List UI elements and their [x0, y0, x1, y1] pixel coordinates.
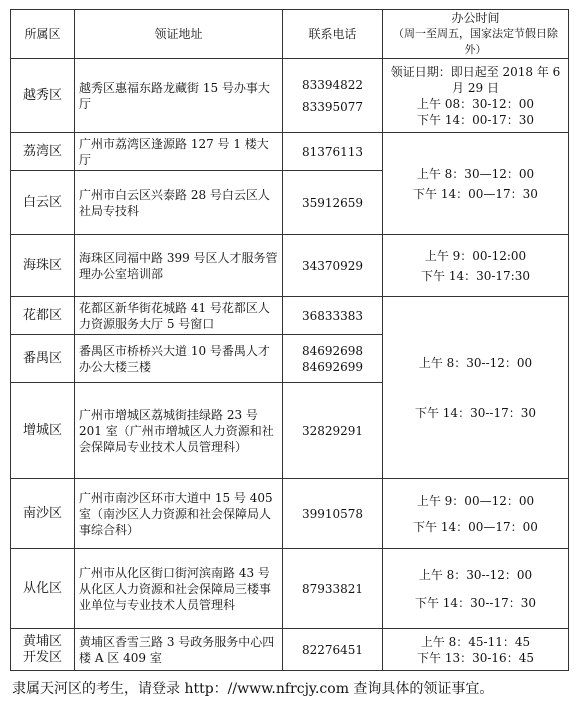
district-cell: 番禺区	[11, 335, 75, 383]
address-cell: 海珠区同福中路 399 号区人才服务管理办公室培训部	[75, 235, 283, 297]
footnote: 隶属天河区的考生，请登录 http：//www.nfrcjy.com 查询具体的领证事宜。	[12, 681, 494, 697]
phone-cell: 36833383	[283, 297, 383, 335]
district-cell: 荔湾区	[11, 133, 75, 171]
table-row	[11, 133, 569, 171]
table-row	[11, 479, 569, 549]
phone-cell: 82276451	[283, 629, 383, 671]
phone-cell: 87933821	[283, 549, 383, 629]
table-row	[11, 235, 569, 297]
district-cell: 增城区	[11, 383, 75, 479]
address-cell: 黄埔区香雪三路 3 号政务服务中心四楼 A 区 409 室	[75, 629, 283, 671]
address-cell: 广州市南沙区环市大道中 15 号 405 室（南沙区人力资源和社会保障局人事综合科）	[75, 479, 283, 549]
hours-cell: 领证日期：即日起至 2018 年 6 月 29 日 上午 08：30-12：00 下午 14：00-17：30	[383, 59, 569, 133]
hours-cell: 上午 8：30--12：00 下午 14：30--17：30	[383, 297, 569, 479]
district-cell: 黄埔区 开发区	[11, 629, 75, 671]
header-row	[11, 10, 569, 59]
district-cell: 越秀区	[11, 59, 75, 133]
table-row	[11, 629, 569, 671]
header-hours-title: 办公时间	[451, 11, 500, 25]
district-cell: 白云区	[11, 171, 75, 235]
hours-cell: 上午 8：45-11：45 下午 13：30-16：45	[383, 629, 569, 671]
phone-cell: 83394822 83395077	[283, 59, 383, 133]
phone-cell: 81376113	[283, 133, 383, 171]
table-row	[11, 549, 569, 629]
collection-table	[10, 9, 569, 671]
header-district: 所属区	[11, 10, 75, 59]
phone-cell: 32829291	[283, 383, 383, 479]
header-phone: 联系电话	[283, 10, 383, 59]
address-cell: 番禺区市桥桥兴大道 10 号番禺人才办公大楼三楼	[75, 335, 283, 383]
phone-cell: 84692698 84692699	[283, 335, 383, 383]
header-hours	[383, 10, 569, 59]
header-hours-subtitle: （周一至周五，国家法定节假日除外）	[393, 27, 558, 56]
address-cell: 广州市白云区兴泰路 28 号白云区人社局专技科	[75, 171, 283, 235]
document	[10, 9, 568, 703]
district-cell: 南沙区	[11, 479, 75, 549]
address-cell: 广州市从化区街口街河滨南路 43 号从化区人力资源和社会保障局三楼事业单位与专业技术人员管理科	[75, 549, 283, 629]
district-cell: 从化区	[11, 549, 75, 629]
hours-cell: 上午 9：00—12：00 下午 14：00—17：00	[383, 479, 569, 549]
table-row	[11, 297, 569, 335]
hours-cell: 上午 9：00-12:00 下午 14：30-17:30	[383, 235, 569, 297]
address-cell: 广州市荔湾区逢源路 127 号 1 楼大厅	[75, 133, 283, 171]
address-cell: 越秀区惠福东路龙藏街 15 号办事大厅	[75, 59, 283, 133]
phone-cell: 39910578	[283, 479, 383, 549]
district-cell: 海珠区	[11, 235, 75, 297]
address-cell: 花都区新华街花城路 41 号花都区人力资源服务大厅 5 号窗口	[75, 297, 283, 335]
phone-cell: 34370929	[283, 235, 383, 297]
hours-cell: 上午 8：30—12：00 下午 14：00—17：30	[383, 133, 569, 235]
address-cell: 广州市增城区荔城街挂绿路 23 号 201 室（广州市增城区人力资源和社会保障局专业技术人员管理科）	[75, 383, 283, 479]
table-row	[11, 59, 569, 133]
header-address: 领证地址	[75, 10, 283, 59]
phone-cell: 35912659	[283, 171, 383, 235]
district-cell: 花都区	[11, 297, 75, 335]
hours-cell: 上午 8：30--12：00 下午 14：30--17：30	[383, 549, 569, 629]
